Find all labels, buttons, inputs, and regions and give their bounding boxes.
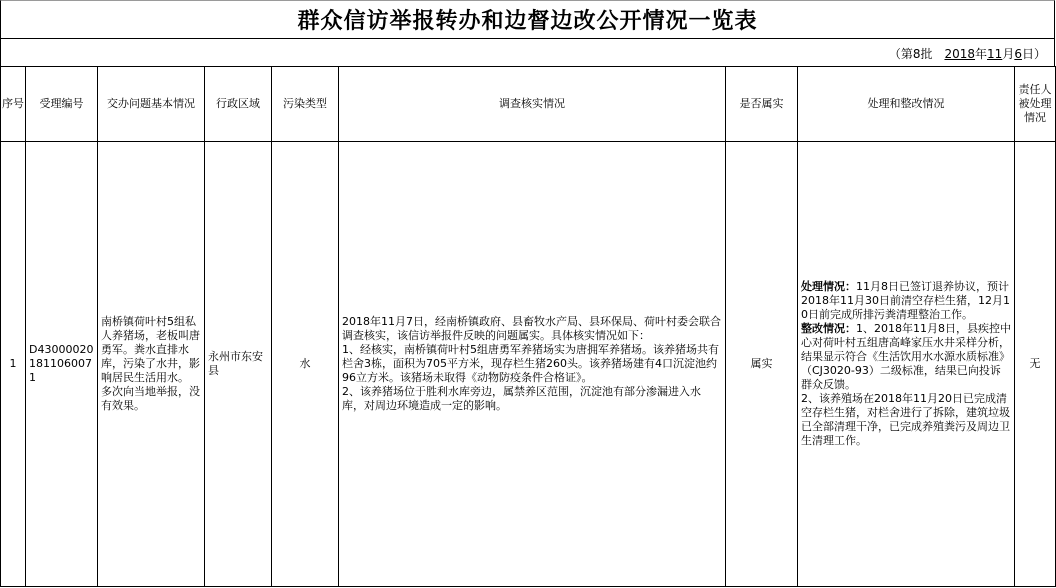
header-accountability: 责任人被处理情况	[1015, 67, 1056, 142]
cell-issue: 南桥镇荷叶村5组私人养猪场，老板叫唐勇军。粪水直排水库，污染了水井，影响居民生活用水。 多次向当地举报，没有效果。	[98, 142, 205, 587]
header-seq: 序号	[1, 67, 26, 142]
batch-line	[0, 38, 1055, 66]
investigation-point-1: 1、经核实，南桥镇荷叶村5组唐勇军养猪场实为唐拥军养猪场。该养猪场共有栏舍3栋，面积为705平方米，现存栏生猪260头。该养猪场建有4口沉淀池约96立方米。该猪场未取得《动物防疫条件合格证》。	[342, 343, 719, 384]
rectify-text-2: 2、该养殖场在2018年11月20日已完成清空存栏生猪，对栏舍进行了拆除，建筑垃圾已全部清理干净，已完成养殖粪污及周边卫生清理工作。	[801, 392, 1010, 447]
header-district: 行政区域	[205, 67, 272, 142]
cell-pollution: 水	[272, 142, 339, 587]
header-pollution: 污染类型	[272, 67, 339, 142]
complaint-table	[0, 66, 1056, 587]
cell-accountability: 无	[1015, 142, 1056, 587]
rectify-paragraph	[801, 322, 1011, 392]
cell-case-id: D430000201811060071	[26, 142, 98, 587]
header-handling: 处理和整改情况	[798, 67, 1015, 142]
cell-district: 永州市东安县	[205, 142, 272, 587]
batch-month: 11	[987, 47, 1003, 61]
batch-prefix: （第8批	[888, 47, 945, 61]
batch-year: 2018	[944, 47, 976, 61]
investigation-intro: 2018年11月7日，经南桥镇政府、县畜牧水产局、县环保局、荷叶村委会联合调查核实，该信访举报件反映的问题属实。具体核实情况如下：	[342, 315, 721, 342]
rectify-label: 整改情况：	[801, 322, 856, 335]
batch-month-suffix: 月	[1002, 47, 1015, 61]
batch-year-suffix: 年	[975, 47, 988, 61]
handling-paragraph	[801, 280, 1011, 322]
handling-text: 11月8日已签订退养协议，预计2018年11月30日前清空存栏生猪，12月10日前完成所排污粪清理整治工作。	[801, 280, 1010, 321]
rectify-text-1: 1、2018年11月8日，县疾控中心对荷叶村五组唐高峰家压水井采样分析，结果显示符合《生活饮用水水源水质标准》（CJ3020-93）二级标准，结果已向投诉群众反馈。	[801, 322, 1011, 391]
header-issue: 交办问题基本情况	[98, 67, 205, 142]
batch-day: 6	[1014, 47, 1022, 61]
handling-label: 处理情况：	[801, 280, 856, 293]
investigation-point-2: 2、该养猪场位于胜利水库旁边，属禁养区范围，沉淀池有部分渗漏进入水库，对周边环境造成一定的影响。	[342, 385, 701, 412]
batch-date	[889, 45, 1046, 62]
document-title: 群众信访举报转办和边督边改公开情况一览表	[0, 0, 1055, 38]
header-case-id: 受理编号	[26, 67, 98, 142]
cell-verified: 属实	[726, 142, 798, 587]
table-row	[1, 142, 1056, 587]
header-investigation: 调查核实情况	[339, 67, 726, 142]
cell-investigation	[339, 142, 726, 587]
table-header-row	[1, 67, 1056, 142]
cell-handling	[798, 142, 1015, 587]
header-verified: 是否属实	[726, 67, 798, 142]
batch-day-suffix: 日）	[1021, 47, 1046, 61]
cell-seq: 1	[1, 142, 26, 587]
